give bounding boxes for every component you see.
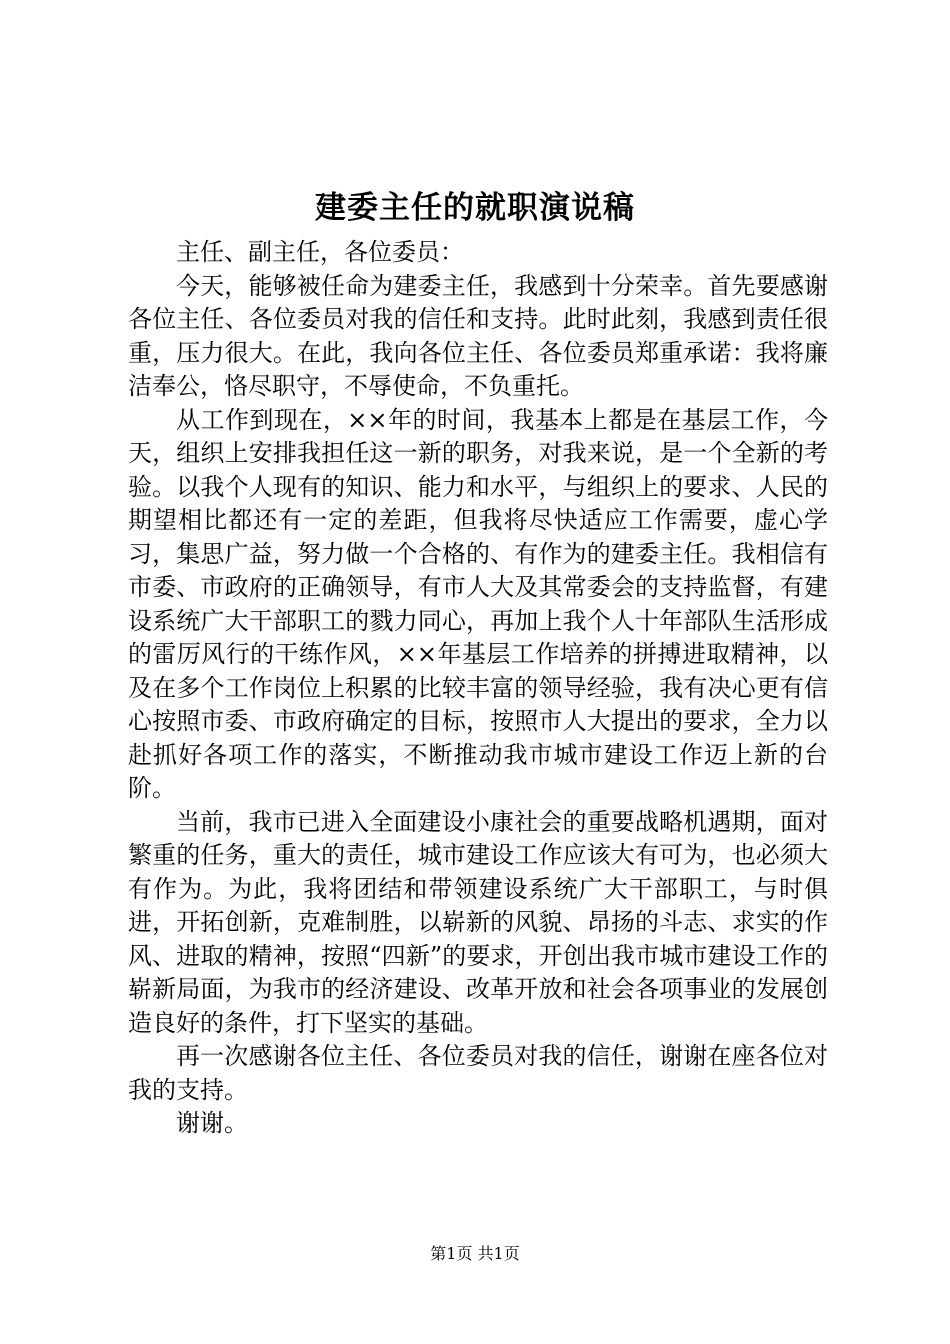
- paragraph-2: 从工作到现在，××年的时间，我基本上都是在基层工作，今天，组织上安排我担任这一新的职务，对我来说，是一个全新的考验。以我个人现有的知识、能力和水平，与组织上的要求、人民的期望相比都还有一定的差距，但我将尽快适应工作需要，虚心学习，集思广益，努力做一个合格的、有作为的建委主任。我相信有市委、市政府的正确领导，有市人大及其常委会的支持监督，有建设系统广大干部职工的戮力同心，再加上我个人十年部队生活形成的雷厉风行的干练作风，××年基层工作培养的拼搏进取精神，以及在多个工作岗位上积累的比较丰富的领导经验，我有决心更有信心按照市委、市政府确定的目标，按照市人大提出的要求，全力以赴抓好各项工作的落实，不断推动我市城市建设工作迈上新的台阶。: [128, 405, 828, 802]
- paragraph-4: 再一次感谢各位主任、各位委员对我的信任，谢谢在座各位对我的支持。: [128, 1042, 828, 1104]
- salutation: 主任、副主任，各位委员：: [176, 238, 464, 266]
- document-body: [128, 236, 828, 1141]
- paragraph-3: 当前，我市已进入全面建设小康社会的重要战略机遇期，面对繁重的任务，重大的责任，城市建设工作应该大有可为，也必须大有作为。为此，我将团结和带领建设系统广大干部职工，与时俱进，开拓创新，克难制胜，以崭新的风貌、昂扬的斗志、求实的作风、进取的精神，按照“四新”的要求，开创出我市城市建设工作的崭新局面，为我市的经济建设、改革开放和社会各项事业的发展创造良好的条件，打下坚实的基础。: [128, 807, 828, 1037]
- page-number-footer: 第1页 共1页: [430, 1244, 520, 1263]
- closing: 谢谢。: [176, 1109, 248, 1137]
- document-title: 建委主任的就职演说稿: [315, 190, 635, 226]
- paragraph-1: 今天，能够被任命为建委主任，我感到十分荣幸。首先要感谢各位主任、各位委员对我的信任和支持。此时此刻，我感到责任很重，压力很大。在此，我向各位主任、各位委员郑重承诺：我将廉洁奉公，恪尽职守，不辱使命，不负重托。: [128, 271, 828, 400]
